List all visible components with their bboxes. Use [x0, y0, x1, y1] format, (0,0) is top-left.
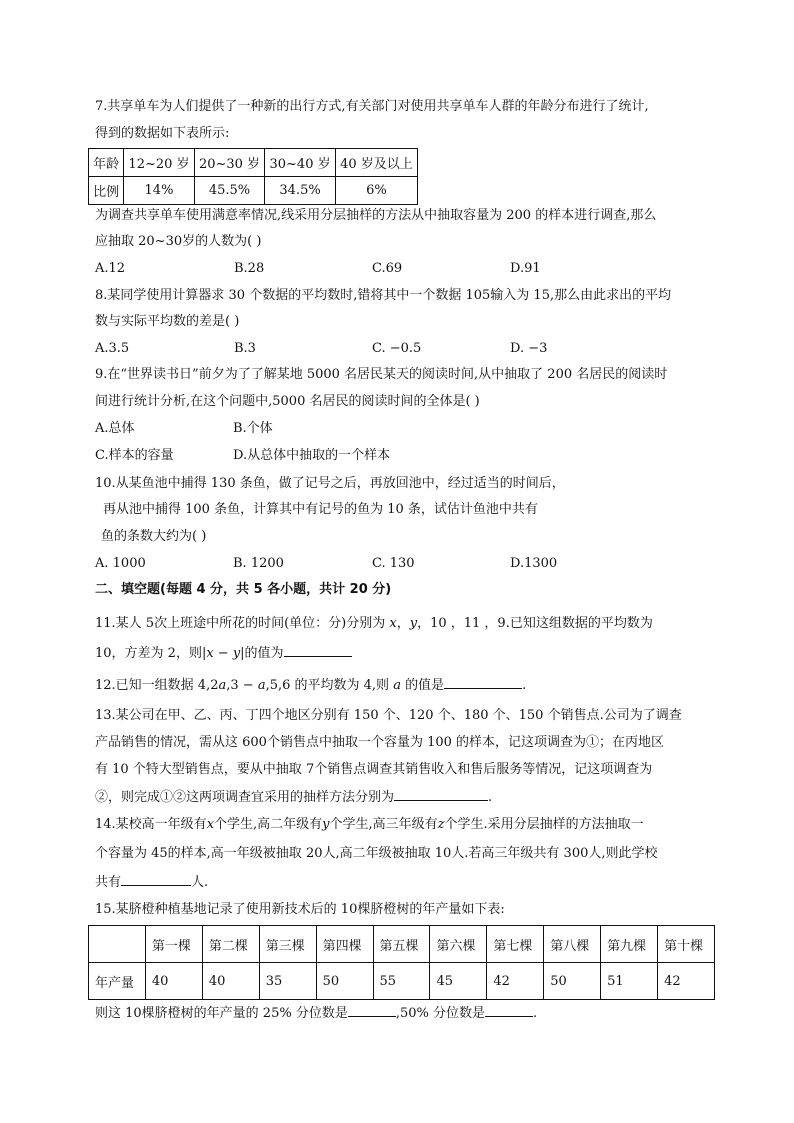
- table-cell: 第五棵: [373, 926, 430, 963]
- answer-blank[interactable]: [284, 643, 352, 657]
- table-cell: 35: [259, 963, 316, 1000]
- q8-option-b: B.3: [234, 341, 256, 356]
- age-distribution-table: [88, 148, 418, 205]
- q10-option-d: D.1300: [510, 556, 558, 571]
- table-row: [89, 963, 715, 1000]
- q7-line4: 应抽取 20~30岁的人数为( ): [95, 234, 262, 249]
- table-cell: 第四棵: [316, 926, 373, 963]
- var-x: x: [389, 616, 397, 631]
- answer-blank[interactable]: [444, 675, 522, 689]
- var-z: z: [437, 817, 445, 832]
- q15-text: 则这 10棵脐橙树的年产量的 25% 分位数是: [95, 1006, 348, 1021]
- q9-line2: 间进行统计分析,在这个问题中,5000 名居民的阅读时间的全体是( ): [95, 394, 480, 409]
- q13-line1: 13.某公司在甲、乙、丙、丁四个地区分别有 150 个、120 个、180 个、150 个销售点.公司为了调查: [95, 708, 682, 723]
- q10-option-c: C. 130: [372, 556, 415, 571]
- section-heading: 二、填空题(每题 4 分，共 5 各小题，共计 20 分): [95, 582, 392, 597]
- q11-text: ，10 ，11 ，9.已知这组数据的平均数为: [417, 616, 653, 631]
- table-row: [89, 926, 715, 963]
- q14-text: 个学生.采用分层抽样的方法抽取一: [444, 817, 644, 832]
- var-x: x: [206, 817, 215, 832]
- q14-line3: [95, 872, 208, 893]
- q14-line2: 个容量为 45的样本,高一年级被抽取 20人,高二年级被抽取 10人.若高三年级共有 300人,则此学校: [95, 846, 658, 861]
- table-cell: 第六棵: [430, 926, 487, 963]
- q7-option-d: D.91: [510, 261, 541, 276]
- answer-blank[interactable]: [394, 787, 488, 801]
- q14-text: 14.某校高一年级有: [95, 817, 207, 832]
- q7-line2: 得到的数据如下表所示:: [95, 126, 230, 141]
- q9-option-a: A.总体: [95, 421, 135, 436]
- table-row: [89, 177, 418, 205]
- q7-line1: 7.共享单车为人们提供了一种新的出行方式,有关部门对使用共享单车人群的年龄分布进行了统计,: [95, 99, 649, 114]
- q10-option-b: B. 1200: [233, 556, 284, 571]
- var-y: y: [409, 616, 418, 631]
- q10-line1: 10.从某鱼池中捕得 130 条鱼，做了记号之后，再放回池中，经过适当的时间后，: [95, 476, 565, 491]
- q7-option-c: C.69: [372, 261, 403, 276]
- q11-line2: [95, 643, 352, 664]
- q9-option-d: D.从总体中抽取的一个样本: [233, 448, 391, 463]
- q9-option-b: B.个体: [233, 421, 273, 436]
- q11-text: 11.某人 5次上班途中所花的时间(单位：分)分别为: [95, 616, 390, 631]
- answer-blank[interactable]: [485, 1003, 533, 1017]
- table-cell: 45.5%: [194, 177, 265, 205]
- q15-line1: 15.某脐橙种植基地记录了使用新技术后的 10棵脐橙树的年产量如下表:: [95, 902, 505, 917]
- table-cell: 比例: [89, 177, 124, 205]
- q10-line3: 鱼的条数大约为( ): [101, 529, 207, 544]
- table-cell: 第八棵: [544, 926, 601, 963]
- q15-line2: [95, 1003, 537, 1024]
- q12-text: 12.已知一组数据 4,2: [95, 678, 219, 693]
- q8-option-a: A.3.5: [95, 341, 130, 356]
- q12-text: 的值是: [400, 678, 445, 693]
- q14-line1: [95, 815, 644, 835]
- q10-line2: 再从池中捕得 100 条鱼，计算其中有记号的鱼为 10 条，试估计鱼池中共有: [103, 502, 538, 517]
- table-cell: 45: [430, 963, 487, 1000]
- q8-line1: 8.某同学使用计算器求 30 个数据的平均数时,错将其中一个数据 105输入为 15,那么由此求出的平均: [95, 288, 672, 303]
- q8-option-c: C. −0.5: [372, 341, 422, 356]
- q8-line2: 数与实际平均数的差是( ): [95, 314, 240, 329]
- q9-line1: 9.在“世界读书日”前夕为了了解某地 5000 名居民某天的阅读时间,从中抽取了 200 名居民的阅读时: [95, 367, 668, 382]
- q11-text: 10，方差为 2，则: [95, 646, 202, 661]
- table-cell: 40: [202, 963, 259, 1000]
- var-a: a: [218, 678, 227, 693]
- q7-option-b: B.28: [234, 261, 265, 276]
- table-cell: 14%: [124, 177, 195, 205]
- abs-expression: |x − y|: [201, 646, 245, 661]
- q13-line2: 产品销售的情况，需从这 600个销售点中抽取一个容量为 100 的样本，记这项调查为①；在丙地区: [95, 735, 665, 750]
- table-cell: 12~20 岁: [124, 149, 195, 177]
- table-cell: 40 岁及以上: [335, 149, 417, 177]
- q11-line1: [95, 614, 653, 634]
- table-cell: 年龄: [89, 149, 124, 177]
- yield-table: [88, 925, 715, 1000]
- table-cell: 55: [373, 963, 430, 1000]
- var-a: a: [257, 678, 266, 693]
- answer-blank[interactable]: [348, 1003, 396, 1017]
- table-cell: 年产量: [89, 963, 146, 1000]
- var-a: a: [393, 678, 401, 693]
- q13-line3: 有 10 个特大型销售点，要从中抽取 7个销售点调查其销售收入和售后服务等情况，记这项调查为: [95, 762, 653, 777]
- q12-line: [95, 675, 526, 696]
- table-cell: 第二棵: [202, 926, 259, 963]
- q10-option-a: A. 1000: [95, 556, 146, 571]
- table-cell: 50: [544, 963, 601, 1000]
- q12-text: ,3 −: [226, 678, 258, 693]
- q13-text: ②，则完成①②这两项调查宜采用的抽样方法分别为: [95, 790, 395, 805]
- table-cell: 42: [658, 963, 715, 1000]
- table-cell: 40: [145, 963, 202, 1000]
- table-cell: 第十棵: [658, 926, 715, 963]
- table-cell: [89, 926, 146, 963]
- table-cell: 第七棵: [487, 926, 544, 963]
- q8-option-d: D. −3: [510, 341, 548, 356]
- table-cell: 第九棵: [601, 926, 658, 963]
- q12-text: ,5,6 的平均数为 4,则: [265, 678, 394, 693]
- q15-end: .: [533, 1006, 538, 1021]
- table-cell: 30~40 岁: [265, 149, 336, 177]
- q14-text: 个学生,高二年级有: [214, 817, 323, 832]
- q15-text: ,50% 分位数是: [395, 1006, 486, 1021]
- table-cell: 51: [601, 963, 658, 1000]
- table-cell: 42: [487, 963, 544, 1000]
- table-cell: 6%: [335, 177, 417, 205]
- q7-option-a: A.12: [95, 261, 126, 276]
- table-cell: 第一棵: [145, 926, 202, 963]
- table-cell: 34.5%: [265, 177, 336, 205]
- q7-line3: 为调查共享单车使用满意率情况,线采用分层抽样的方法从中抽取容量为 200 的样本进行调查,那么: [95, 208, 657, 223]
- q13-end: .: [488, 790, 493, 805]
- q13-line4: [95, 787, 492, 808]
- table-cell: 20~30 岁: [194, 149, 265, 177]
- q14-text: 个学生,高三年级有: [329, 817, 438, 832]
- answer-blank[interactable]: [121, 872, 191, 886]
- table-row: [89, 149, 418, 177]
- q14-text: 共有: [95, 875, 122, 890]
- q14-end: 人.: [191, 875, 209, 890]
- table-cell: 第三棵: [259, 926, 316, 963]
- q11-text: 的值为: [244, 646, 284, 661]
- q11-text: ，: [396, 616, 410, 631]
- q9-option-c: C.样本的容量: [95, 448, 174, 463]
- table-cell: 50: [316, 963, 373, 1000]
- var-y: y: [322, 817, 330, 832]
- q12-end: .: [522, 678, 527, 693]
